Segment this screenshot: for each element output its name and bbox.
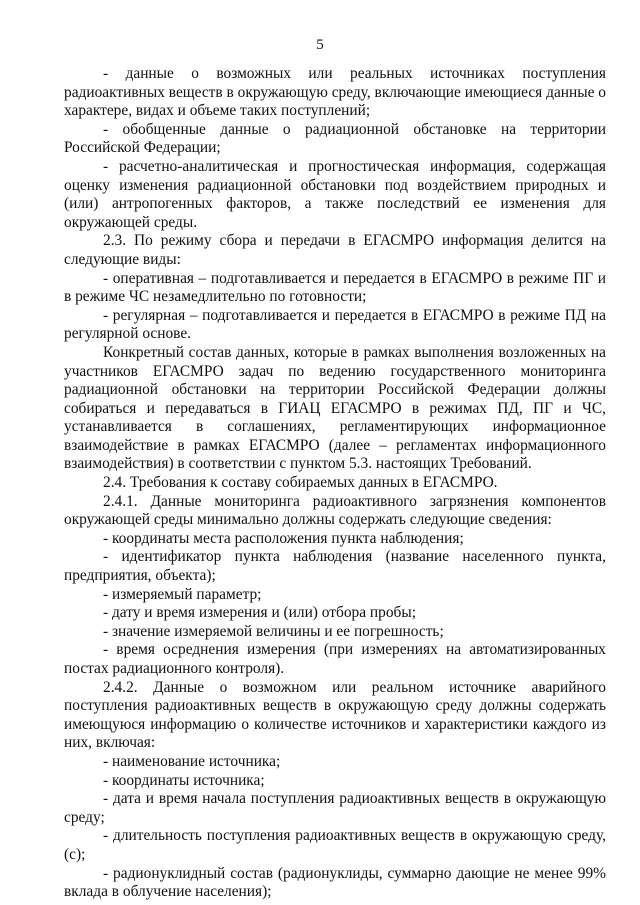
list-item: - дата и время начала поступления радиоактивных веществ в окружающую среду; [64,790,606,826]
document-body [64,65,606,902]
paragraph: Конкретный состав данных, которые в рамках выполнения возложенных на участников ЕГАСМРО задач по ведению государственного мониторинга радиационной обстановки на территории Российской Федерации должны собираться и передаваться в ГИАЦ ЕГАСМРО в режимах ПД, ПГ и ЧС, устанавливается в соглашениях, регламентирующих информационное взаимодействие в рамках ЕГАСМРО (далее – регламентах информационного взаимодействия) в соответствии с пунктом 5.3. настоящих Требований. [64,343,606,473]
paragraph: - обобщенные данные о радиационной обстановке на территории Российской Федерации; [64,120,606,157]
paragraph: - данные о возможных или реальных источниках поступления радиоактивных веществ в окружающую среду, включающие имеющиеся данные о характере, видах и объеме таких поступлений; [64,65,606,120]
section-heading-2-4-1: 2.4.1. Данные мониторинга радиоактивного загрязнения компонентов окружающей среды минимально должны содержать следующие сведения: [64,492,606,529]
list-item: - радионуклидный состав (радионуклиды, суммарно дающие не менее 99% вклада в облучение населения); [64,864,606,901]
section-heading-2-4-2: 2.4.2. Данные о возможном или реальном источнике аварийного поступления радиоактивных веществ в окружающую среду должны содержать имеющуюся информацию о количестве источников и характеристики каждого из них, включая: [64,678,606,752]
section-heading-2-3: 2.3. По режиму сбора и передачи в ЕГАСМРО информация делится на следующие виды: [64,232,606,268]
paragraph: - оперативная – подготавливается и передается в ЕГАСМРО в режиме ПГ и в режиме ЧС незамедлительно по готовности; [64,269,606,306]
list-item: - идентификатор пункта наблюдения (название населенного пункта, предприятия, объекта); [64,548,606,585]
list-item: - значение измеряемой величины и ее погрешность; [103,622,444,640]
section-heading-2-4: 2.4. Требования к составу собираемых данных в ЕГАСМРО. [103,474,498,492]
list-item: - дату и время измерения и (или) отбора пробы; [103,604,416,622]
list-item: - измеряемый параметр; [103,585,262,603]
list-item: - координаты источника; [103,771,265,789]
list-item: - координаты места расположения пункта наблюдения; [103,529,464,547]
paragraph: - расчетно-аналитическая и прогностическая информация, содержащая оценку изменения радиационной обстановки под воздействием природных и (или) антропогенных факторов, а также последствий ее изменения для окружающей среды. [64,157,606,231]
list-item: - время осреднения измерения (при измерениях на автоматизированных постах радиационного контроля). [64,641,606,677]
page-number: 5 [316,37,324,53]
paragraph: - регулярная – подготавливается и передается в ЕГАСМРО в режиме ПД на регулярной основе. [64,306,606,343]
list-item: - наименование источника; [103,752,281,770]
list-item: - длительность поступления радиоактивных веществ в окружающую среду, (с); [64,827,606,863]
